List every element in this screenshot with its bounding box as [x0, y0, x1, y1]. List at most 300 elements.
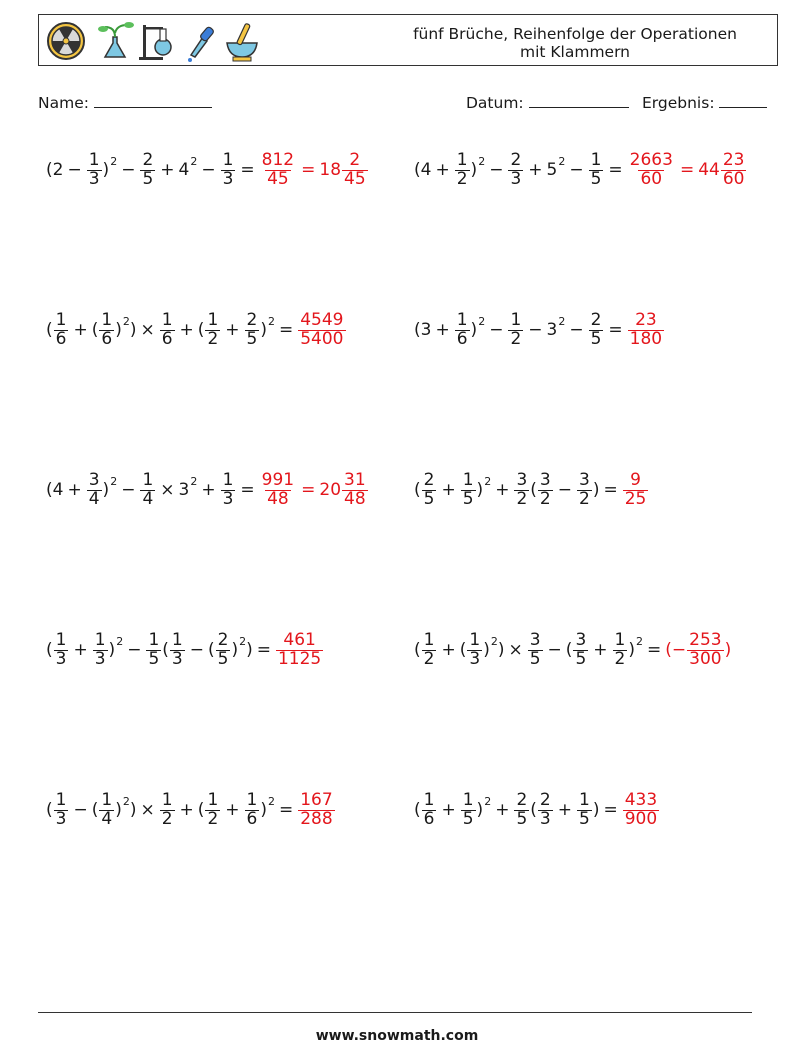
- numerator: 1: [207, 789, 219, 810]
- denominator: 60: [722, 168, 745, 189]
- operator: =: [240, 160, 255, 180]
- expression-token: (: [207, 640, 215, 660]
- operator: +: [441, 800, 456, 820]
- exponent: 2: [122, 314, 130, 328]
- mortar-pestle-icon: [227, 23, 257, 61]
- fraction: [508, 149, 523, 189]
- expression-token: (: [46, 800, 53, 820]
- denominator: 5: [148, 648, 160, 669]
- problem-7: [46, 620, 324, 680]
- answer-2: [627, 149, 748, 189]
- footer-url[interactable]: www.snowmath.com: [315, 1028, 479, 1044]
- fraction: [276, 629, 323, 669]
- numerator: 2: [510, 149, 522, 170]
- fraction: [623, 789, 659, 829]
- denominator: 4: [88, 488, 100, 509]
- footer-divider: [38, 1012, 752, 1013]
- operator: =: [301, 480, 316, 500]
- operator: −: [489, 320, 504, 340]
- exponent: 2: [484, 474, 492, 488]
- numerator: 23: [722, 149, 745, 170]
- fraction: [205, 789, 220, 829]
- denominator: 60: [640, 168, 663, 189]
- plant-flask-icon: [98, 22, 134, 57]
- numerator: 1: [148, 629, 160, 650]
- operator: +: [201, 480, 216, 500]
- result-field[interactable]: [642, 94, 767, 112]
- exponent: 2: [116, 634, 124, 648]
- numerator: 1: [101, 789, 113, 810]
- name-blank[interactable]: [94, 107, 212, 108]
- fraction: [455, 149, 470, 189]
- denominator: 900: [624, 808, 658, 829]
- denominator: 5400: [300, 328, 344, 349]
- problem-8: [414, 620, 731, 680]
- problem-9: [46, 780, 336, 840]
- expression-token: (: [530, 480, 537, 500]
- fraction: [221, 469, 236, 509]
- expression-token: 20: [319, 480, 342, 500]
- expression-token: (: [414, 800, 421, 820]
- fraction: [298, 789, 334, 829]
- operator: +: [435, 160, 450, 180]
- expression-token: (: [459, 640, 467, 660]
- expression-token: 44: [698, 160, 720, 180]
- expression-token: ): [129, 320, 137, 340]
- problem-2: [414, 140, 747, 200]
- fraction: [140, 469, 155, 509]
- fraction: [87, 149, 102, 189]
- problem-6: [414, 460, 649, 520]
- denominator: 3: [88, 168, 100, 189]
- operator: +: [179, 800, 194, 820]
- operator: −: [489, 160, 504, 180]
- expression-token: (: [197, 800, 205, 820]
- numerator: 991: [261, 469, 295, 490]
- fraction: [54, 309, 69, 349]
- operator: +: [593, 640, 608, 660]
- expression-token: 3: [546, 320, 558, 340]
- answer-7: [275, 629, 324, 669]
- exponent: 2: [478, 154, 486, 168]
- operator: =: [256, 640, 271, 660]
- date-label: Datum:: [466, 94, 524, 112]
- fraction: [577, 789, 592, 829]
- expression-token: ): [592, 800, 600, 820]
- denominator: 48: [344, 488, 366, 509]
- expression-token: (: [414, 320, 421, 340]
- denominator: 2: [539, 488, 551, 509]
- operator: −: [189, 640, 204, 660]
- exponent: 2: [190, 474, 198, 488]
- expression-token: ): [115, 320, 122, 340]
- problem-4: [414, 300, 665, 360]
- denominator: 5: [462, 808, 474, 829]
- numerator: 1: [55, 789, 67, 810]
- operator: =: [301, 160, 316, 180]
- fraction: [146, 629, 161, 669]
- answer-4: [627, 309, 665, 349]
- fraction: [528, 629, 543, 669]
- numerator: 1: [94, 629, 106, 650]
- fraction: [205, 309, 220, 349]
- expression-token: 3: [178, 480, 190, 500]
- fraction: [577, 469, 592, 509]
- denominator: 4: [142, 488, 154, 509]
- denominator: 2: [510, 328, 522, 349]
- operator: +: [557, 800, 572, 820]
- denominator: 3: [222, 488, 234, 509]
- denominator: 2: [207, 808, 219, 829]
- expression-token: ): [108, 640, 116, 660]
- exponent: 2: [239, 634, 247, 648]
- numerator: 1: [462, 789, 474, 810]
- operator: =: [679, 160, 695, 180]
- expression-token: (: [565, 640, 573, 660]
- numerator: 9: [630, 469, 641, 490]
- date-blank[interactable]: [529, 107, 629, 108]
- numerator: 1: [222, 149, 234, 170]
- fraction: [54, 629, 69, 669]
- exponent: 2: [558, 154, 566, 168]
- denominator: 3: [539, 808, 551, 829]
- numerator: 31: [344, 469, 366, 490]
- denominator: 300: [689, 648, 722, 669]
- expression-token: (: [46, 160, 53, 180]
- expression-token: ): [260, 800, 267, 820]
- denominator: 45: [267, 168, 289, 189]
- expression-token: ): [102, 480, 110, 500]
- answer-8: [665, 629, 732, 669]
- operator: −: [67, 160, 82, 180]
- denominator: 5: [462, 488, 474, 509]
- fraction: [455, 309, 470, 349]
- expression-token: ): [724, 640, 732, 660]
- operator: +: [160, 160, 175, 180]
- operator: +: [435, 320, 450, 340]
- numerator: 433: [624, 789, 658, 810]
- numerator: 1: [423, 789, 435, 810]
- numerator: 253: [689, 629, 722, 650]
- operator: −: [547, 640, 562, 660]
- denominator: 3: [94, 648, 106, 669]
- operator: =: [646, 640, 662, 660]
- fraction: [170, 629, 185, 669]
- expression-token: 2: [52, 160, 64, 180]
- problem-5: [46, 460, 369, 520]
- expression-token: 5: [546, 160, 558, 180]
- operator: −: [121, 160, 136, 180]
- fraction: [245, 309, 260, 349]
- fraction: [623, 469, 649, 509]
- dropper-icon: [188, 26, 215, 62]
- exponent: 2: [635, 634, 643, 648]
- operator: +: [441, 480, 456, 500]
- numerator: 3: [539, 469, 551, 490]
- denominator: 2: [423, 648, 435, 669]
- answer-5: [259, 469, 369, 509]
- numerator: 1: [101, 309, 113, 330]
- numerator: 2: [217, 629, 229, 650]
- numerator: 1: [510, 309, 522, 330]
- expression-token: (: [414, 480, 421, 500]
- denominator: 5: [590, 168, 602, 189]
- numerator: 2663: [629, 149, 673, 170]
- exponent: 2: [267, 794, 275, 808]
- denominator: 3: [171, 648, 183, 669]
- operator: =: [603, 480, 618, 500]
- fraction: [422, 629, 437, 669]
- denominator: 3: [510, 168, 522, 189]
- denominator: 6: [55, 328, 67, 349]
- operator: =: [278, 320, 294, 340]
- denominator: 5: [529, 648, 541, 669]
- denominator: 3: [469, 648, 481, 669]
- numerator: 2: [246, 309, 258, 330]
- expression-token: ): [476, 800, 484, 820]
- expression-token: ): [129, 800, 137, 820]
- fraction: [538, 469, 553, 509]
- denominator: 48: [267, 488, 289, 509]
- title-line-1: fünf Brüche, Reihenfolge der Operationen: [413, 25, 737, 43]
- denominator: 2: [614, 648, 626, 669]
- fraction: [467, 629, 482, 669]
- operator: ×: [140, 800, 155, 820]
- denominator: 5: [590, 328, 602, 349]
- fraction: [508, 309, 523, 349]
- operator: −: [127, 640, 142, 660]
- fraction: [260, 469, 296, 509]
- answer-9: [297, 789, 335, 829]
- fraction: [221, 149, 236, 189]
- operator: −: [73, 800, 88, 820]
- fraction: [298, 309, 345, 349]
- fraction: [613, 629, 628, 669]
- exponent: 2: [190, 154, 198, 168]
- problem-3: [46, 300, 347, 360]
- exponent: 2: [558, 314, 566, 328]
- numerator: 1: [469, 629, 481, 650]
- fraction: [160, 789, 175, 829]
- operator: ×: [508, 640, 523, 660]
- result-blank[interactable]: [719, 107, 767, 108]
- denominator: 6: [423, 808, 435, 829]
- numerator: 2: [516, 789, 528, 810]
- denominator: 45: [344, 168, 366, 189]
- expression-token: (: [414, 160, 421, 180]
- denominator: 5: [142, 168, 154, 189]
- operator: ×: [140, 320, 155, 340]
- expression-token: ): [470, 160, 478, 180]
- operator: −: [121, 480, 136, 500]
- numerator: 1: [462, 469, 474, 490]
- denominator: 4: [101, 808, 113, 829]
- operator: −: [201, 160, 216, 180]
- numerator: 2: [349, 149, 361, 170]
- name-label: Name:: [38, 94, 89, 112]
- fraction: [160, 309, 175, 349]
- expression-token: ): [246, 640, 253, 660]
- numerator: 461: [283, 629, 316, 650]
- header-icons: [43, 17, 273, 63]
- fraction: [687, 629, 723, 669]
- fraction: [245, 789, 260, 829]
- numerator: 1: [456, 309, 468, 330]
- denominator: 25: [624, 488, 647, 509]
- fraction: [99, 309, 114, 349]
- operator: +: [225, 320, 240, 340]
- fraction: [628, 309, 664, 349]
- denominator: 2: [456, 168, 468, 189]
- worksheet-header: [38, 14, 778, 66]
- numerator: 3: [578, 469, 590, 490]
- name-field[interactable]: [38, 94, 212, 112]
- denominator: 5: [217, 648, 229, 669]
- expression-token: ): [592, 480, 600, 500]
- expression-token: (: [46, 480, 53, 500]
- fraction: [721, 149, 747, 189]
- fraction: [573, 629, 588, 669]
- numerator: 1: [590, 149, 602, 170]
- expression-token: ): [497, 640, 505, 660]
- operator: −: [569, 160, 584, 180]
- expression-token: (: [91, 320, 99, 340]
- fraction: [216, 629, 231, 669]
- numerator: 2: [142, 149, 154, 170]
- numerator: 4549: [300, 309, 344, 330]
- denominator: 2: [207, 328, 219, 349]
- fraction: [422, 469, 437, 509]
- expression-token: ): [260, 320, 267, 340]
- numerator: 1: [55, 309, 67, 330]
- denominator: 180: [629, 328, 663, 349]
- worksheet-title: [395, 25, 755, 61]
- operator: +: [73, 640, 88, 660]
- expression-token: ): [483, 640, 490, 660]
- operator: =: [608, 160, 623, 180]
- denominator: 6: [246, 808, 258, 829]
- expression-token: (: [46, 320, 53, 340]
- fraction: [589, 149, 604, 189]
- fraction: [140, 149, 155, 189]
- numerator: 1: [456, 149, 468, 170]
- numerator: 1: [161, 309, 173, 330]
- fraction: [461, 789, 476, 829]
- numerator: 1: [142, 469, 154, 490]
- expression-token: (: [665, 640, 672, 660]
- numerator: 1: [161, 789, 173, 810]
- problem-1: [46, 140, 369, 200]
- exponent: 2: [267, 314, 275, 328]
- operator: +: [495, 800, 510, 820]
- answer-6: [622, 469, 650, 509]
- expression-token: ): [102, 160, 110, 180]
- denominator: 5: [423, 488, 435, 509]
- numerator: 1: [222, 469, 234, 490]
- expression-token: (: [530, 800, 537, 820]
- expression-token: (: [414, 640, 421, 660]
- expression-token: (: [46, 640, 53, 660]
- denominator: 3: [55, 808, 67, 829]
- answer-1: [259, 149, 369, 189]
- exponent: 2: [110, 154, 118, 168]
- numerator: 3: [516, 469, 528, 490]
- fraction: [54, 789, 69, 829]
- denominator: 288: [300, 808, 333, 829]
- date-field[interactable]: [466, 94, 629, 112]
- numerator: 1: [578, 789, 590, 810]
- operator: +: [528, 160, 543, 180]
- denominator: 3: [55, 648, 67, 669]
- fraction: [514, 789, 529, 829]
- expression-token: (: [162, 640, 169, 660]
- operator: +: [73, 320, 88, 340]
- expression-token: 4: [178, 160, 190, 180]
- exponent: 2: [484, 794, 492, 808]
- operator: +: [495, 480, 510, 500]
- operator: −: [557, 480, 572, 500]
- numerator: 3: [575, 629, 587, 650]
- operator: =: [240, 480, 255, 500]
- operator: +: [67, 480, 82, 500]
- operator: =: [608, 320, 623, 340]
- fraction: [589, 309, 604, 349]
- answer-3: [297, 309, 346, 349]
- expression-token: ): [115, 800, 122, 820]
- title-line-2: mit Klammern: [519, 43, 631, 61]
- denominator: 3: [222, 168, 234, 189]
- operator: +: [441, 640, 456, 660]
- numerator: 3: [88, 469, 100, 490]
- denominator: 2: [161, 808, 173, 829]
- numerator: 23: [635, 309, 657, 330]
- denominator: 6: [101, 328, 113, 349]
- numerator: 1: [171, 629, 183, 650]
- operator: +: [225, 800, 240, 820]
- numerator: 2: [539, 789, 551, 810]
- numerator: 1: [614, 629, 626, 650]
- exponent: 2: [110, 474, 118, 488]
- operator: =: [278, 800, 294, 820]
- fraction: [342, 469, 368, 509]
- fraction: [628, 149, 675, 189]
- numerator: 2: [590, 309, 602, 330]
- fraction: [260, 149, 296, 189]
- expression-token: ): [628, 640, 635, 660]
- expression-token: (: [91, 800, 99, 820]
- fraction: [461, 469, 476, 509]
- expression-token: ): [470, 320, 478, 340]
- operator: ×: [160, 480, 175, 500]
- operator: +: [179, 320, 194, 340]
- lab-stand-icon: [139, 25, 171, 60]
- numerator: 3: [529, 629, 541, 650]
- denominator: 1125: [277, 648, 322, 669]
- expression-token: −: [671, 640, 687, 660]
- fraction: [99, 789, 114, 829]
- answer-10: [622, 789, 660, 829]
- numerator: 167: [300, 789, 333, 810]
- problem-10: [414, 780, 660, 840]
- operator: −: [569, 320, 584, 340]
- denominator: 2: [516, 488, 528, 509]
- result-label: Ergebnis:: [642, 94, 715, 112]
- numerator: 1: [55, 629, 67, 650]
- expression-token: ): [476, 480, 484, 500]
- expression-token: (: [197, 320, 205, 340]
- fraction: [422, 789, 437, 829]
- expression-token: 4: [52, 480, 64, 500]
